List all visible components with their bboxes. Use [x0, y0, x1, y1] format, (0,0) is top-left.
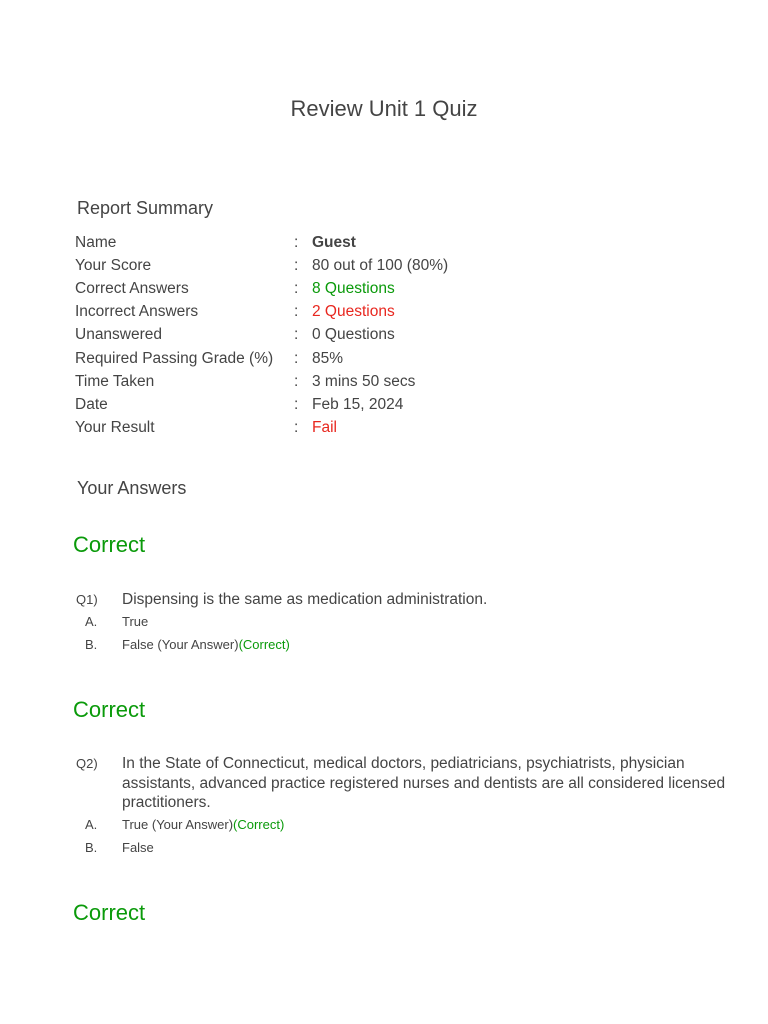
option-text: True (Your Answer) — [122, 816, 234, 832]
summary-value-correct: 8 Questions — [312, 280, 395, 298]
question-block-q2 — [76, 754, 736, 859]
your-answers-heading: Your Answers — [77, 478, 187, 498]
summary-label: Required Passing Grade (%) — [75, 349, 274, 367]
option-letter: A. — [85, 816, 98, 832]
summary-row-score — [75, 254, 448, 277]
summary-value-result: Fail — [312, 418, 337, 436]
summary-value-unanswered: 0 Questions — [312, 326, 395, 344]
answer-option — [76, 813, 736, 836]
question-status-correct: Correct — [73, 900, 146, 925]
page-title: Review Unit 1 Quiz — [290, 96, 478, 121]
question-row — [76, 590, 736, 610]
question-text: Dispensing is the same as medication administration. — [122, 591, 488, 608]
summary-separator: : — [294, 418, 299, 436]
summary-label: Correct Answers — [75, 280, 189, 298]
summary-label: Time Taken — [75, 372, 155, 390]
summary-value-date: Feb 15, 2024 — [312, 395, 404, 413]
summary-separator: : — [294, 372, 299, 390]
summary-separator: : — [294, 395, 299, 413]
summary-separator: : — [294, 326, 299, 344]
summary-value-name: Guest — [312, 234, 356, 252]
summary-row-correct — [75, 277, 448, 300]
correct-mark: (Correct) — [238, 636, 290, 652]
summary-label: Your Score — [75, 257, 152, 275]
summary-value-time-taken: 3 mins 50 secs — [312, 372, 416, 390]
summary-row-passing-grade — [75, 346, 448, 369]
question-status-correct: Correct — [73, 532, 146, 557]
summary-value-passing-grade: 85% — [312, 349, 344, 367]
question-number: Q2) — [76, 756, 98, 771]
summary-separator: : — [294, 280, 299, 298]
summary-label: Your Result — [75, 418, 155, 436]
summary-row-incorrect — [75, 300, 448, 323]
summary-separator: : — [294, 349, 299, 367]
summary-row-date — [75, 393, 448, 416]
option-text: False — [122, 839, 154, 855]
summary-value-score: 80 out of 100 (80%) — [312, 257, 449, 275]
summary-row-name — [75, 231, 448, 254]
summary-value-incorrect: 2 Questions — [312, 303, 395, 321]
question-block-q1 — [76, 590, 736, 656]
summary-label: Name — [75, 234, 117, 252]
option-letter: A. — [85, 613, 98, 629]
report-summary-heading: Report Summary — [77, 198, 214, 218]
option-letter: B. — [85, 636, 98, 652]
summary-label: Incorrect Answers — [75, 303, 199, 321]
summary-separator: : — [294, 303, 299, 321]
option-letter: B. — [85, 839, 98, 855]
correct-mark: (Correct) — [233, 816, 285, 832]
summary-row-unanswered — [75, 323, 448, 346]
answer-option — [76, 610, 736, 633]
summary-separator: : — [294, 257, 299, 275]
question-number: Q1) — [76, 592, 98, 607]
summary-separator: : — [294, 234, 299, 252]
question-text: In the State of Connecticut, medical doctors, pediatricians, psychiatrists, physician assistants, advanced practice registered nurses and dentists are all considered licensed practitioners. — [122, 755, 726, 811]
answer-option — [76, 633, 736, 656]
summary-row-time-taken — [75, 370, 448, 393]
option-text: False (Your Answer) — [122, 636, 239, 652]
summary-label: Date — [75, 395, 108, 413]
question-row — [76, 754, 736, 813]
summary-row-result — [75, 416, 448, 439]
summary-label: Unanswered — [75, 326, 163, 344]
question-status-correct: Correct — [73, 697, 146, 722]
answer-option — [76, 836, 736, 859]
option-text: True — [122, 613, 149, 629]
report-summary-table — [75, 231, 448, 439]
